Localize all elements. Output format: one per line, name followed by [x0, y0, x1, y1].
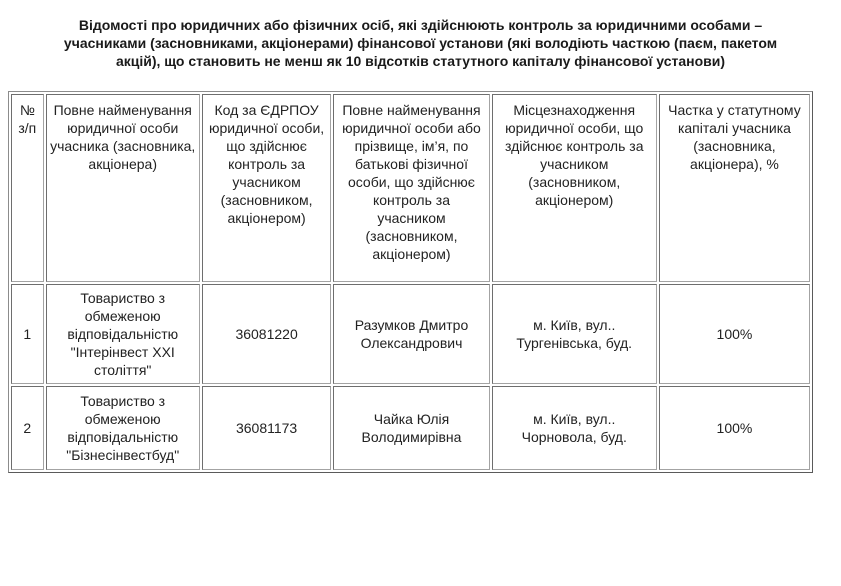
table-row	[11, 386, 810, 470]
controllers-table	[8, 91, 813, 473]
heading-line-1: Відомості про юридичних або фізичних осіб, які здійснюють контроль за юридичними особами –	[78, 17, 763, 33]
edrpou-code: 36081173	[202, 386, 332, 470]
controller-name: Чайка Юлія Володимирівна	[333, 386, 489, 470]
document-heading	[20, 16, 821, 70]
header-number: № з/п	[11, 94, 44, 282]
header-location: Місцезнаходження юридичної особи, що здійснює контроль за учасником (засновником, акціонером)	[492, 94, 657, 282]
controller-location: м. Київ, вул.. Тургенівська, буд.	[492, 284, 657, 384]
share-percent: 100%	[659, 386, 810, 470]
heading-line-3: акцій), що становить не менш як 10 відсотків статутного капіталу фінансової установи)	[115, 53, 726, 69]
header-controller-name: Повне найменування юридичної особи або прізвище, ім’я, по батькові фізичної особи, що здійснює контроль за учасником (засновником, акціонером)	[333, 94, 489, 282]
table-row	[11, 284, 810, 384]
header-share: Частка у статутному капіталі учасника (засновника, акціонера), %	[659, 94, 810, 282]
row-number: 2	[11, 386, 44, 470]
edrpou-code: 36081220	[202, 284, 332, 384]
row-number: 1	[11, 284, 44, 384]
heading-line-2: учасниками (засновниками, акціонерами) фінансової установи (які володіють часткою (паєм, пакетом	[63, 35, 778, 51]
header-participant-name: Повне найменування юридичної особи учасника (засновника, акціонера)	[46, 94, 200, 282]
table-header-row	[11, 94, 810, 282]
participant-name: Товариство з обмеженою відповідальністю "Інтерінвест XXI століття"	[46, 284, 200, 384]
share-percent: 100%	[659, 284, 810, 384]
header-edrpou-code: Код за ЄДРПОУ юридичної особи, що здійснює контроль за учасником (засновником, акціонером)	[202, 94, 332, 282]
participant-name: Товариство з обмеженою відповідальністю "Бізнесінвестбуд"	[46, 386, 200, 470]
controller-location: м. Київ, вул.. Чорновола, буд.	[492, 386, 657, 470]
controller-name: Разумков Дмитро Олександрович	[333, 284, 489, 384]
